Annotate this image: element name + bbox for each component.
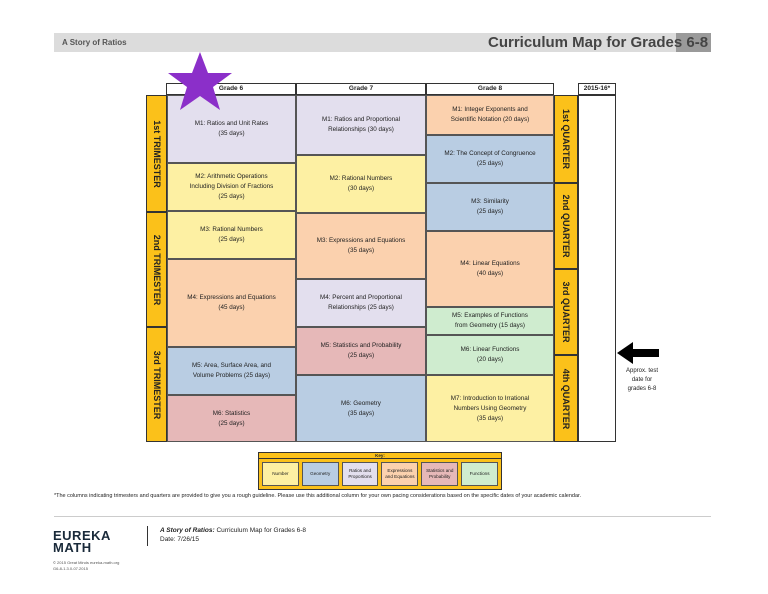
grade8-module-5	[426, 307, 554, 335]
grade7-module-5	[296, 327, 426, 375]
grade7-header: Grade 7	[296, 83, 426, 95]
key-title: Key:	[258, 452, 502, 459]
grade8-module-3	[426, 183, 554, 231]
grade6-module-3-text: M3: Rational Numbers (25 days)	[200, 226, 263, 243]
grade7-module-6-text: M6: Geometry (35 days)	[341, 399, 381, 417]
grade6-module-4-text: M4: Expressions and Equations (45 days)	[187, 294, 276, 311]
grade6-module-6	[167, 395, 296, 442]
footer-rule	[54, 516, 711, 517]
page-title: Curriculum Map for Grades 6-8	[488, 34, 709, 51]
footnote: *The columns indicating trimesters and quarters are provided to give you a rough guideline. Please use this additional column for your own pacing considerations based on the specific dates of your academic calendar.	[54, 493, 582, 499]
grade8-header: Grade 8	[426, 83, 554, 95]
grade6-module-4	[167, 259, 296, 347]
key-row	[258, 459, 502, 490]
pacing-header: 2015-16*	[578, 83, 616, 95]
color-key	[258, 452, 502, 490]
grade7-module-4	[296, 279, 426, 327]
grade6-module-5-text: M5: Area, Surface Area, and Volume Problems (25 days)	[191, 362, 272, 379]
grade6-module-1-text: M1: Ratios and Unit Rates (35 days)	[194, 120, 269, 137]
test-date-note: Approx. test date for grades 6-8	[625, 368, 658, 392]
grade6-module-5	[167, 347, 296, 395]
grade8-module-7	[426, 375, 554, 442]
grade8-module-3-text: M3: Similarity (25 days)	[471, 198, 509, 215]
key-statistics: Statistics and Probability	[421, 462, 458, 486]
quarter-3	[554, 269, 578, 355]
grade6-module-2-text: M2: Arithmetic Operations Including Division of Fractions (25 days)	[189, 173, 274, 200]
quarter-1-label: 1st QUARTER	[561, 108, 571, 170]
grade8-module-6-text: M6: Linear Functions (20 days)	[460, 346, 520, 363]
quarter-2-label: 2nd QUARTER	[561, 194, 571, 258]
grade7-module-6	[296, 375, 426, 442]
grade8-module-1-text: M1: Integer Exponents and Scientific Notation (20 days)	[450, 106, 530, 123]
grade6-header: Grade 6	[166, 83, 296, 95]
grade8-module-7-text: M7: Introduction to Irrational Numbers Using Geometry (35 days)	[450, 394, 530, 422]
grade7-module-3-text: M3: Expressions and Equations (35 days)	[316, 237, 406, 254]
grade7-module-5-text: M5: Statistics and Probability (25 days)	[320, 342, 402, 359]
grade7-module-1-text: M1: Ratios and Proportional Relationships (30 days)	[321, 116, 401, 133]
curriculum-map-grid	[146, 83, 616, 442]
trimester-2	[146, 212, 167, 327]
eureka-math-logo: EUREKA MATH	[53, 528, 111, 555]
footer-title-italic: A Story of Ratios:	[160, 527, 215, 534]
key-functions: Functions	[461, 462, 498, 486]
left-arrow-icon	[617, 342, 661, 364]
grade8-module-4	[426, 231, 554, 307]
key-number: Number	[262, 462, 299, 486]
quarter-4-label: 4th QUARTER	[561, 368, 571, 429]
key-geometry: Geometry	[302, 462, 339, 486]
grade6-module-2	[167, 163, 296, 211]
grade8-module-5-text: M5: Examples of Functions from Geometry (15 days)	[452, 312, 528, 329]
footer-title	[160, 527, 306, 534]
grade8-module-6	[426, 335, 554, 375]
grade6-module-3	[167, 211, 296, 259]
trimester-1	[146, 95, 167, 212]
header-story-title: A Story of Ratios	[62, 38, 127, 47]
grade8-module-4-text: M4: Linear Equations (40 days)	[460, 260, 520, 277]
quarter-1	[554, 95, 578, 183]
grade7-module-1	[296, 95, 426, 155]
grade7-module-4-text: M4: Percent and Proportional Relationships (25 days)	[320, 294, 402, 311]
copyright: © 2015 Great Minds eureka-math.org G6-8-1.3.0-07.2015	[53, 560, 120, 571]
grade6-module-6-text: M6: Statistics (25 days)	[212, 409, 251, 427]
quarter-3-label: 3rd QUARTER	[561, 281, 571, 343]
quarter-2	[554, 183, 578, 269]
key-ratios: Ratios and Proportions	[342, 462, 379, 486]
key-expressions: Expressions and Equations	[381, 462, 418, 486]
footer-divider	[147, 526, 148, 546]
grade7-module-3	[296, 213, 426, 279]
grade8-module-2-text: M2: The Concept of Congruence (25 days)	[444, 150, 536, 167]
purple-star-icon	[166, 50, 234, 112]
trimester-2-label: 2nd TRIMESTER	[151, 234, 162, 305]
grade7-module-2-text: M2: Rational Numbers (30 days)	[329, 175, 393, 192]
footer-date: Date: 7/26/15	[160, 536, 200, 543]
trimester-3-label: 3rd TRIMESTER	[151, 350, 162, 419]
grade7-module-2	[296, 155, 426, 213]
trimester-3	[146, 327, 167, 442]
grade8-module-2	[426, 135, 554, 183]
pacing-column	[578, 95, 616, 442]
trimester-1-label: 1st TRIMESTER	[151, 119, 162, 188]
quarter-4	[554, 355, 578, 442]
grade8-module-1	[426, 95, 554, 135]
footer-title-rest: Curriculum Map for Grades 6-8	[214, 527, 307, 534]
